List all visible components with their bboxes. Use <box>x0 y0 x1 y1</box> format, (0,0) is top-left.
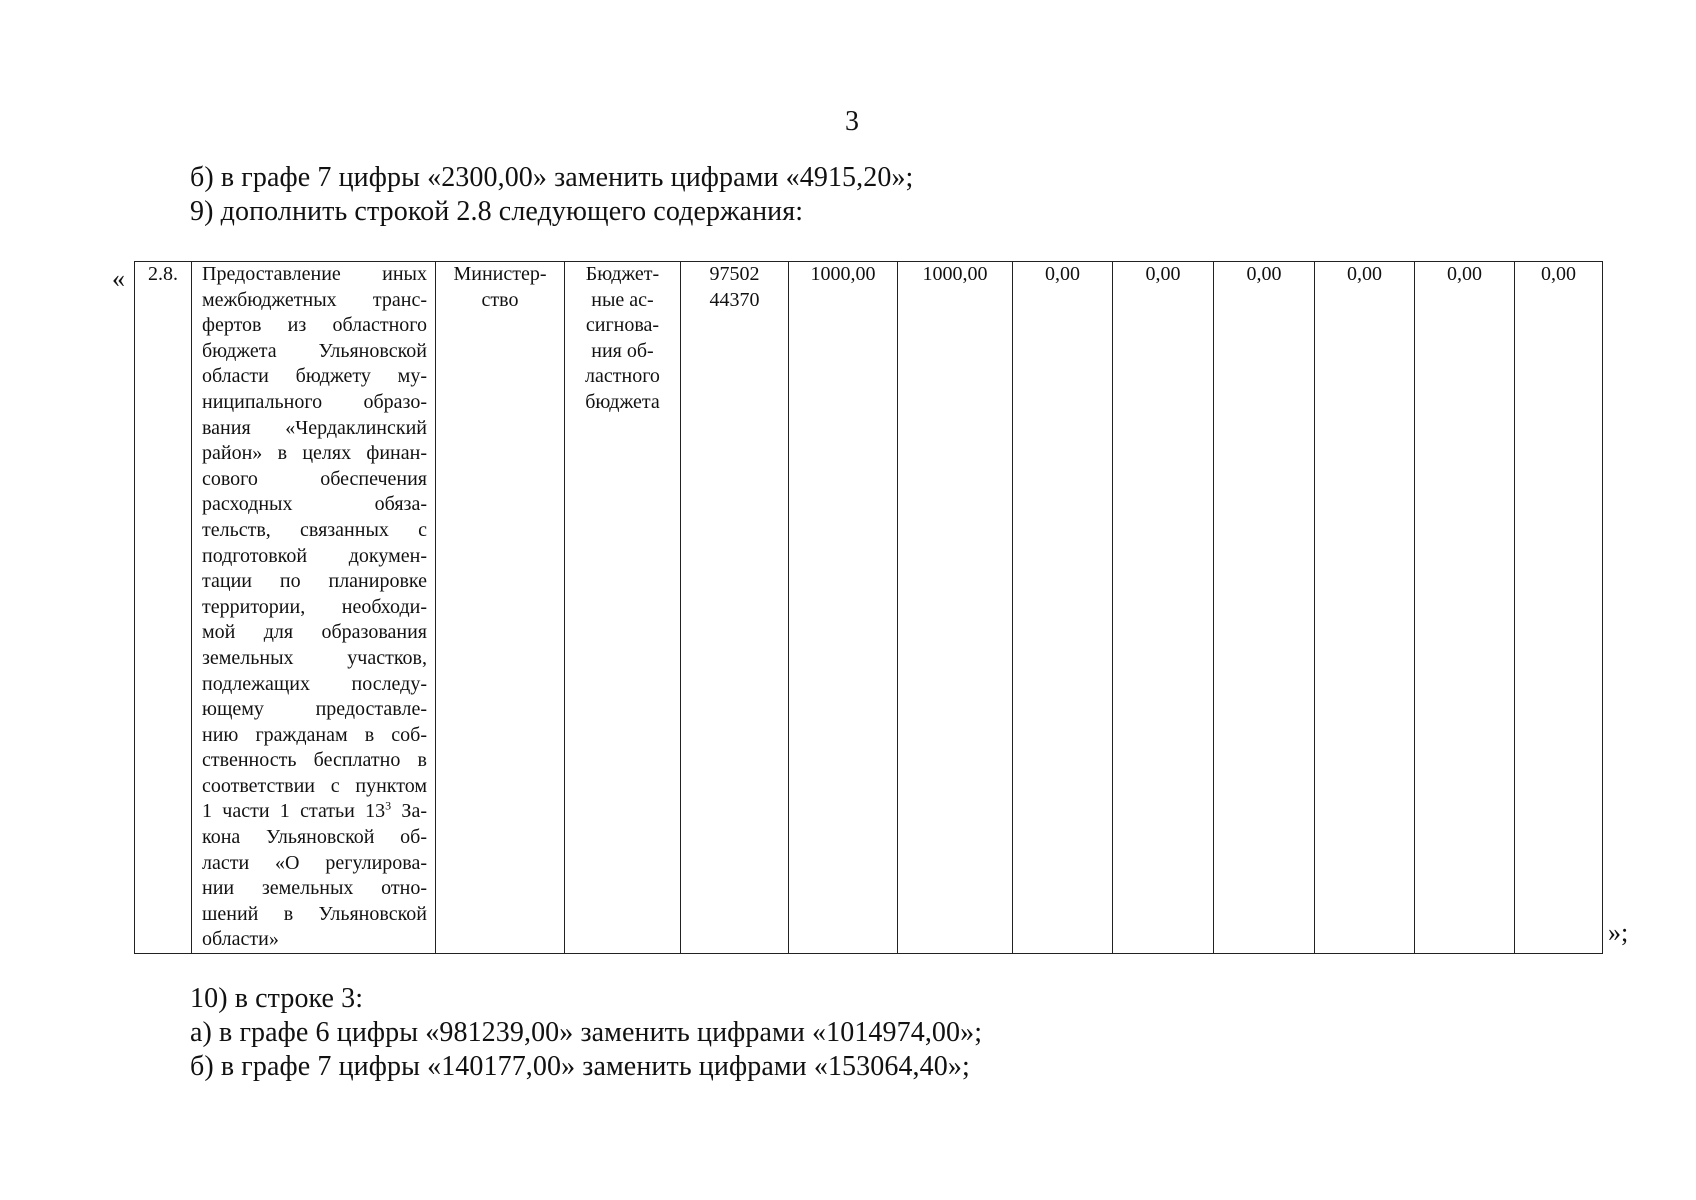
description-line: Предоставление иных <box>202 263 427 285</box>
value-cell: 0,00 <box>1415 262 1515 954</box>
funding-source-line: ластного <box>585 365 660 388</box>
description-line: подготовкой докумен- <box>202 544 427 567</box>
article-suffix: За- <box>391 800 427 823</box>
funding-source-line: Бюджет- <box>585 263 660 285</box>
amendment-paragraph: б) в графе 7 цифры «140177,00» заменить цифрами «153064,40»; <box>190 1051 970 1082</box>
executor-cell <box>436 262 565 954</box>
row-number-cell <box>135 262 192 954</box>
description-line: мой для образования <box>202 621 427 644</box>
value-cell: 0,00 <box>1515 262 1603 954</box>
amendment-paragraph: а) в графе 6 цифры «981239,00» заменить цифрами «1014974,00»; <box>190 1017 983 1048</box>
executor-line: ство <box>481 288 519 311</box>
amendment-paragraph: 9) дополнить строкой 2.8 следующего содержания: <box>190 196 804 227</box>
description-line: расходных обяза- <box>202 493 427 516</box>
inserted-row-table <box>134 261 1603 954</box>
description-line: ласти «О регулирова- <box>202 851 427 874</box>
description-line: бюджета Ульяновской <box>202 339 427 362</box>
description-line: тельств, связанных с <box>202 518 427 541</box>
description-line: территории, необходи- <box>202 595 427 618</box>
description-line: фертов из областного <box>202 314 427 337</box>
page-number: 3 <box>845 106 859 137</box>
description-line: области бюджету му- <box>202 365 427 388</box>
description-line: ющему предоставле- <box>202 698 427 721</box>
value-cell: 0,00 <box>1315 262 1415 954</box>
value-cell: 0,00 <box>1214 262 1315 954</box>
funding-source-line: ния об- <box>591 339 654 362</box>
description-line: подлежащих последу- <box>202 672 427 695</box>
description-line: ниципального образо- <box>202 390 427 413</box>
description-line: нии земельных отно- <box>202 877 427 900</box>
funding-source-line: ные ас- <box>591 288 654 311</box>
funding-source-line: бюджета <box>585 390 660 413</box>
value-cell: 0,00 <box>1113 262 1214 954</box>
table-row <box>135 262 1603 954</box>
amendment-paragraph: б) в графе 7 цифры «2300,00» заменить цифрами «4915,20»; <box>190 162 914 193</box>
value-cell: 1000,00 <box>789 262 898 954</box>
description-line: нию гражданам в соб- <box>202 723 427 746</box>
description-line: тации по планировке <box>202 570 427 593</box>
amendment-paragraph: 10) в строке 3: <box>190 983 364 1014</box>
closing-quote: »; <box>1608 918 1629 947</box>
executor-line: Министер- <box>453 263 547 285</box>
opening-quote: « <box>112 264 125 293</box>
description-line: район» в целях финан- <box>202 442 427 465</box>
row-number: 2.8. <box>148 263 178 285</box>
budget-code-line: 97502 <box>709 263 760 285</box>
funding-source-line: сигнова- <box>585 314 660 337</box>
article-text: 1 части 1 статьи 13 <box>202 800 386 823</box>
description-line: земельных участков, <box>202 646 427 669</box>
budget-code-cell <box>681 262 789 954</box>
description-line: соответствии с пунктом <box>202 774 427 797</box>
description-cell <box>192 262 436 954</box>
value-cell: 1000,00 <box>898 262 1013 954</box>
description-line: межбюджетных транс- <box>202 288 427 311</box>
description-line: шений в Ульяновской <box>202 902 427 925</box>
description-line: области» <box>202 928 279 951</box>
value-cell: 0,00 <box>1013 262 1113 954</box>
funding-source-cell <box>565 262 681 954</box>
article-superscript: 3 <box>385 799 392 813</box>
budget-code-line: 44370 <box>709 288 760 311</box>
description-line-article <box>202 799 427 825</box>
description-line: сового обеспечения <box>202 467 427 490</box>
description-line: ственность бесплатно в <box>202 749 427 772</box>
description-line: вания «Чердаклинский <box>202 416 427 439</box>
description-line: кона Ульяновской об- <box>202 826 427 849</box>
